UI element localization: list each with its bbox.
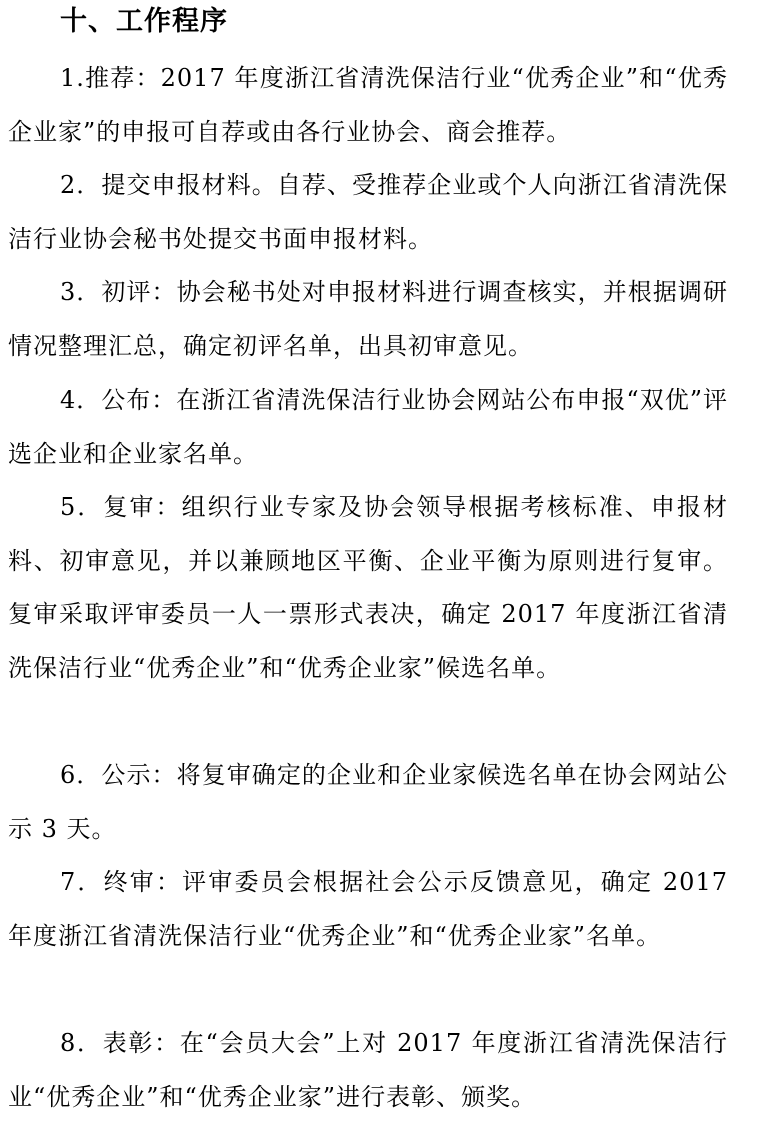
paragraph-1-recommend: 1.推荐：2017 年度浙江省清洗保洁行业“优秀企业”和“优秀企业家”的申报可自荐或由各行业协会、商会推荐。 [8,64,728,146]
paragraph-3-initial-review: 3．初评：协会秘书处对申报材料进行调查核实，并根据调研情况整理汇总，确定初评名单，出具初审意见。 [8,278,728,360]
section-heading: 十、工作程序 [60,6,228,37]
paragraph-7-final-review: 7．终审：评审委员会根据社会公示反馈意见，确定 2017 年度浙江省清洗保洁行业“优秀企业”和“优秀企业家”名单。 [8,868,728,950]
paragraph-8-commendation: 8．表彰：在“会员大会”上对 2017 年度浙江省清洗保洁行业“优秀企业”和“优秀企业家”进行表彰、颁奖。 [8,1029,728,1111]
paragraph-6-public-notice: 6．公示：将复审确定的企业和企业家候选名单在协会网站公示 3 天。 [8,761,728,843]
paragraph-5-second-review: 5．复审：组织行业专家及协会领导根据考核标准、申报材料、初审意见，并以兼顾地区平衡、企业平衡为原则进行复审。复审采取评审委员一人一票形式表决，确定 2017 年度浙江省清洗保洁行业“优秀企业”和“优秀企业家”候选名单。 [8,493,728,682]
paragraph-4-publish: 4．公布：在浙江省清洗保洁行业协会网站公布申报“双优”评选企业和企业家名单。 [8,386,728,468]
paragraph-2-submit-materials: 2．提交申报材料。自荐、受推荐企业或个人向浙江省清洗保洁行业协会秘书处提交书面申报材料。 [8,171,728,253]
